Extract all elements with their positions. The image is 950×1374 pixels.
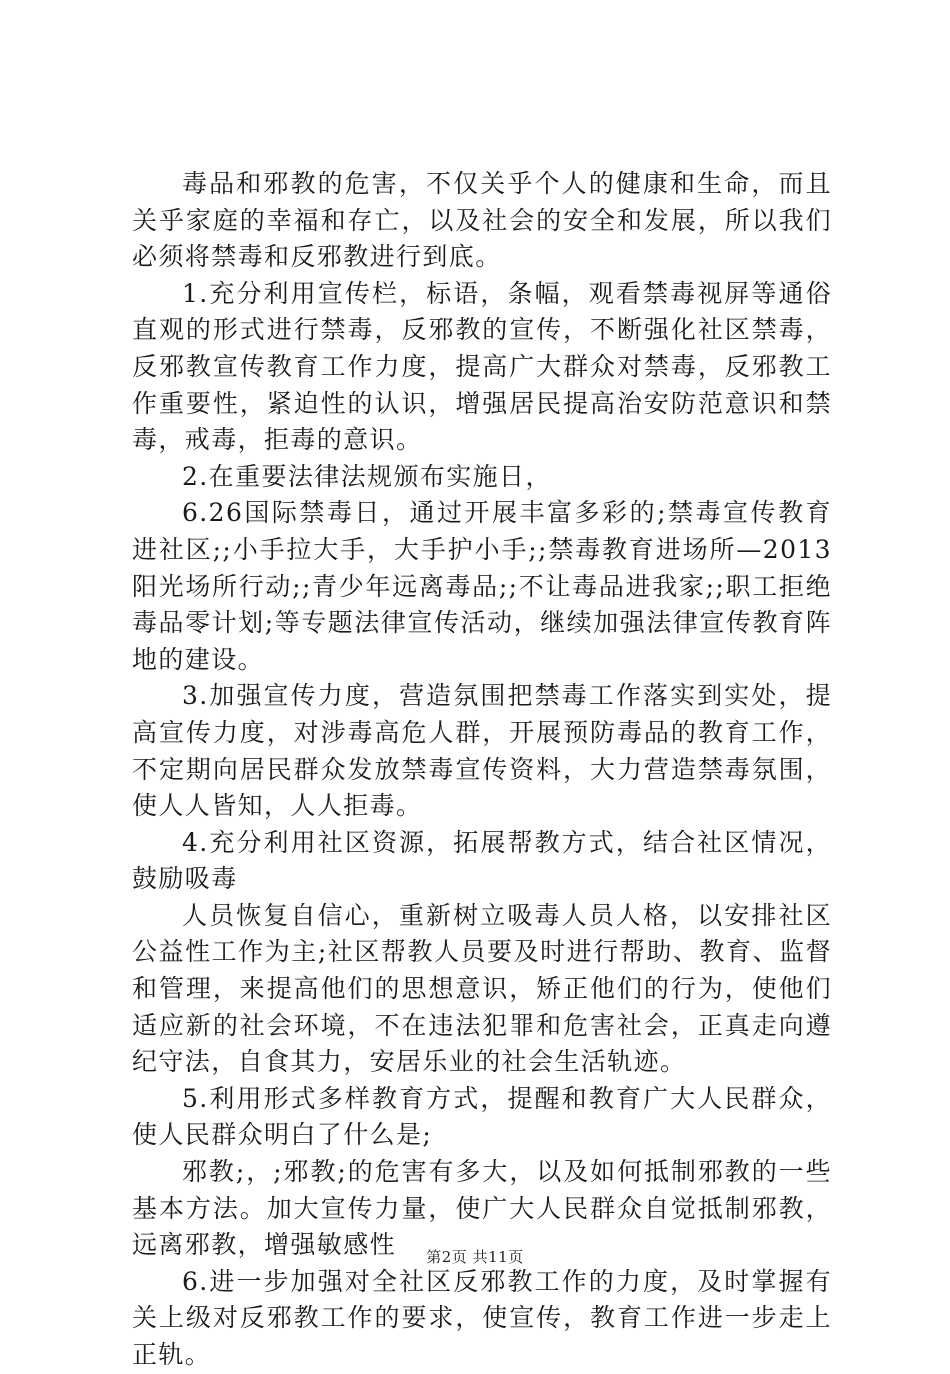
paragraph-item-4-continued: 人员恢复自信心，重新树立吸毒人员人格，以安排社区公益性工作为主;社区帮教人员要及时进行帮助、教育、监督和管理，来提高他们的思想意识，矫正他们的行为，使他们适应新的社会环境，不在违法犯罪和危害社会，正真走向遵纪守法，自食其力，安居乐业的社会生活轨迹。 <box>132 900 832 1077</box>
paragraph-item-2: 2.在重要法律法规颁布实施日， <box>182 461 552 491</box>
paragraph-item-6: 6.进一步加强对全社区反邪教工作的力度，及时掌握有关上级对反邪教工作的要求，使宣传，教育工作进一步走上正轨。 <box>132 1266 832 1369</box>
paragraph-item-2-continued: 6.26国际禁毒日，通过开展丰富多彩的;禁毒宣传教育进社区;;小手拉大手，大手护小手;;禁毒教育进场所—2013阳光场所行动;;青少年远离毒品;;不让毒品进我家;;职工拒绝毒品零计划;等专题法律宣传活动，继续加强法律宣传教育阵地的建设。 <box>132 498 832 674</box>
paragraph-item-5: 5.利用形式多样教育方式，提醒和教育广大人民群众，使人民群众明白了什么是; <box>132 1083 832 1150</box>
document-body <box>132 166 832 1374</box>
paragraph-item-4: 4.充分利用社区资源，拓展帮教方式，结合社区情况，鼓励吸毒 <box>132 827 832 894</box>
paragraph-item-5-continued: 邪教;，;邪教;的危害有多大，以及如何抵制邪教的一些基本方法。加大宣传力量，使广大人民群众自觉抵制邪教，远离邪教，增强敏感性 <box>132 1157 832 1260</box>
paragraph-intro: 毒品和邪教的危害，不仅关乎个人的健康和生命，而且关乎家庭的幸福和存亡，以及社会的安全和发展，所以我们必须将禁毒和反邪教进行到底。 <box>132 169 832 272</box>
page-number: 第2页 共11页 <box>426 1248 524 1266</box>
paragraph-item-3: 3.加强宣传力度，营造氛围把禁毒工作落实到实处，提高宣传力度，对涉毒高危人群，开展预防毒品的教育工作，不定期向居民群众发放禁毒宣传资料，大力营造禁毒氛围，使人人皆知，人人拒毒。 <box>132 681 832 821</box>
paragraph-item-1: 1.充分利用宣传栏，标语，条幅，观看禁毒视屏等通俗直观的形式进行禁毒，反邪教的宣传，不断强化社区禁毒，反邪教宣传教育工作力度，提高广大群众对禁毒，反邪教工作重要性，紧迫性的认识，增强居民提高治安防范意识和禁毒，戒毒，拒毒的意识。 <box>132 278 832 455</box>
